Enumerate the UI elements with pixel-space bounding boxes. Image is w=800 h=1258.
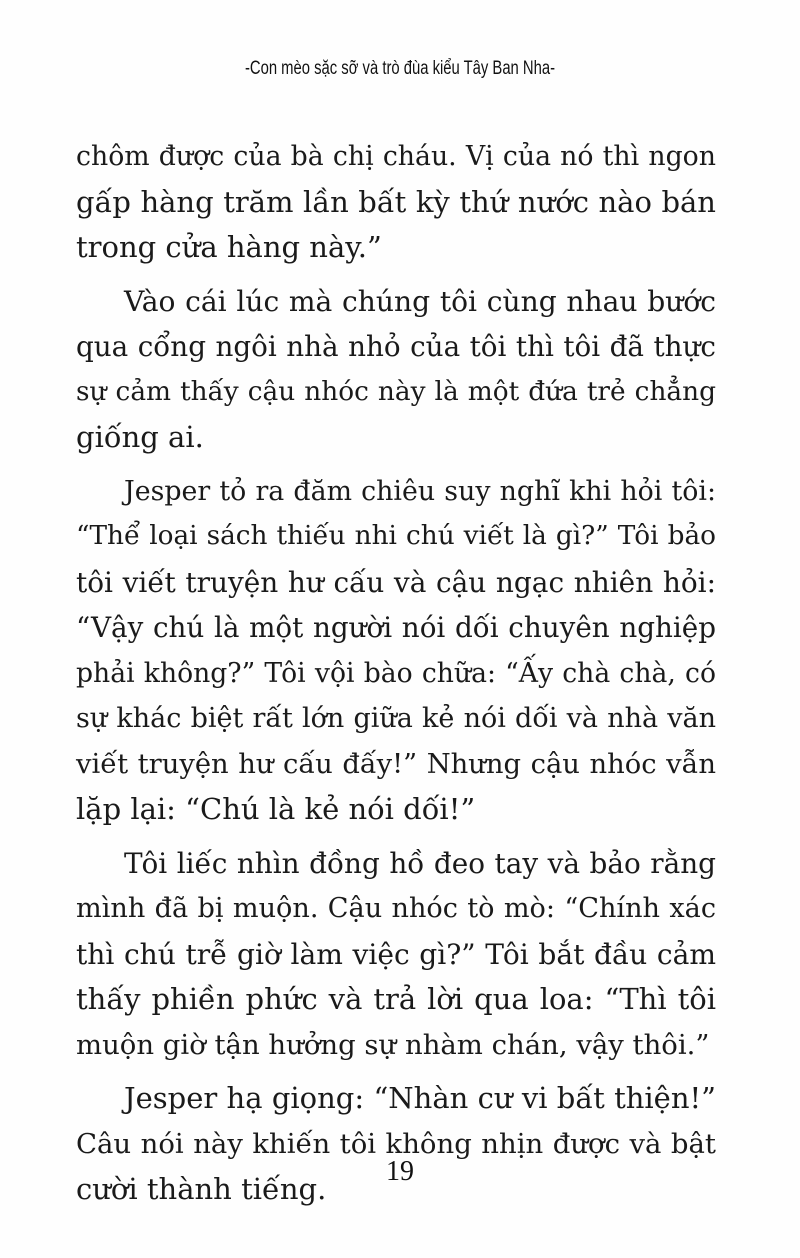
- paragraph: [76, 279, 716, 461]
- text-line: sự cảm thấy cậu nhóc này là một đứa trẻ chẳng: [76, 376, 716, 407]
- text-line: Tôi liếc nhìn đồng hồ đeo tay và bảo rằng: [124, 846, 716, 880]
- text-line: Jesper hạ giọng: “Nhàn cư vi bất thiện!”: [124, 1081, 716, 1115]
- text-line: thấy phiền phức và trả lời qua loa: “Thì tôi: [76, 982, 716, 1016]
- text-line: mình đã bị muộn. Cậu nhóc tò mò: “Chính xác: [76, 893, 716, 924]
- text-line: Vào cái lúc mà chúng tôi cùng nhau bước: [124, 284, 716, 318]
- page-number: 19: [386, 1156, 414, 1187]
- text-line: Jesper tỏ ra đăm chiêu suy nghĩ khi hỏi tôi:: [124, 475, 716, 507]
- text-line: chôm được của bà chị cháu. Vị của nó thì ngon: [76, 141, 716, 172]
- text-line: sự khác biệt rất lớn giữa kẻ nói dối và nhà văn: [76, 703, 716, 734]
- text-line: “Thể loại sách thiếu nhi chú viết là gì?” Tôi bảo: [76, 521, 716, 551]
- paragraph: [76, 134, 716, 271]
- running-header-title: -Con mèo sặc sỡ và trò đùa kiểu Tây Ban Nha-: [244, 58, 556, 79]
- text-line: lặp lại: “Chú là kẻ nói dối!”: [76, 792, 476, 826]
- body-text: [76, 134, 716, 1213]
- text-line: giống ai.: [76, 420, 204, 454]
- text-line: thì chú trễ giờ làm việc gì?” Tôi bắt đầu cảm: [76, 937, 716, 971]
- text-line: phải không?” Tôi vội bào chữa: “Ấy chà chà, có: [76, 657, 716, 689]
- text-line: muộn giờ tận hưởng sự nhàm chán, vậy thôi.”: [76, 1028, 710, 1061]
- text-line: cười thành tiếng.: [76, 1172, 327, 1206]
- text-line: “Vậy chú là một người nói dối chuyên nghiệp: [76, 611, 716, 644]
- text-line: viết truyện hư cấu đấy!” Nhưng cậu nhóc vẫn: [76, 748, 716, 780]
- paragraph: [76, 841, 716, 1069]
- text-line: Câu nói này khiến tôi không nhịn được và bật: [76, 1127, 716, 1160]
- paragraph: [76, 469, 716, 833]
- text-line: qua cổng ngôi nhà nhỏ của tôi thì tôi đã thực: [76, 330, 716, 363]
- text-line: tôi viết truyện hư cấu và cậu ngạc nhiên hỏi:: [76, 565, 716, 599]
- text-line: trong cửa hàng này.”: [76, 230, 382, 264]
- paragraph: [76, 1076, 716, 1213]
- text-line: gấp hàng trăm lần bất kỳ thứ nước nào bán: [76, 184, 716, 219]
